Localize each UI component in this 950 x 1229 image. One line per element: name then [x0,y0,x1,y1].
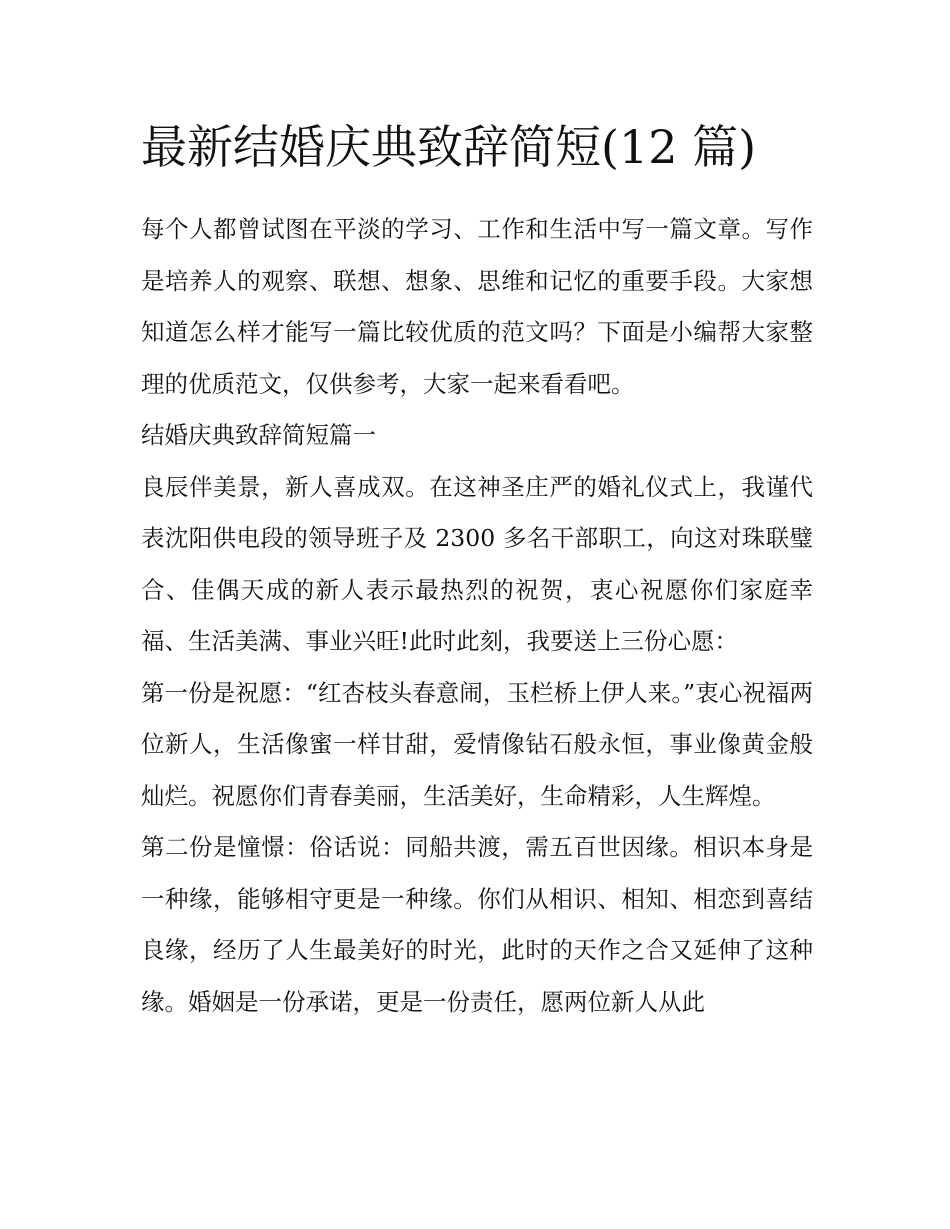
document-title: 最新结婚庆典致辞简短(12 篇) [141,120,757,174]
body-paragraph: 第二份是憧憬：俗话说：同船共渡，需五百世因缘。相识本身是一种缘，能够相守更是一种缘。你们从相识、相知、相恋到喜结良缘，经历了人生最美好的时光，此时的天作之合又延伸了这种缘。婚姻是一份承诺，更是一份责任，愿两位新人从此 [141,833,813,1016]
body-paragraph: 第一份是祝愿：“红杏枝头春意闹，玉栏桥上伊人来。”衷心祝福两位新人，生活像蜜一样甘甜，爱情像钻石般永恒，事业像黄金般灿烂。祝愿你们青春美丽，生活美好，生命精彩，人生辉煌。 [141,678,813,810]
intro-paragraph: 每个人都曾试图在平淡的学习、工作和生活中写一篇文章。写作是培养人的观察、联想、想象、思维和记忆的重要手段。大家想知道怎么样才能写一篇比较优质的范文吗？下面是小编帮大家整理的优质范文，仅供参考，大家一起来看看吧。 [141,215,813,398]
body-paragraph: 良辰伴美景，新人喜成双。在这神圣庄严的婚礼仪式上，我谨代表沈阳供电段的领导班子及 2300 多名干部职工，向这对珠联璧合、佳偶天成的新人表示最热烈的祝贺，衷心祝愿你们家庭幸福、生活美满、事业兴旺!此时此刻，我要送上三份心愿： [141,472,813,655]
document-content [141,112,813,1028]
section-heading: 结婚庆典致辞简短篇一 [141,421,376,449]
